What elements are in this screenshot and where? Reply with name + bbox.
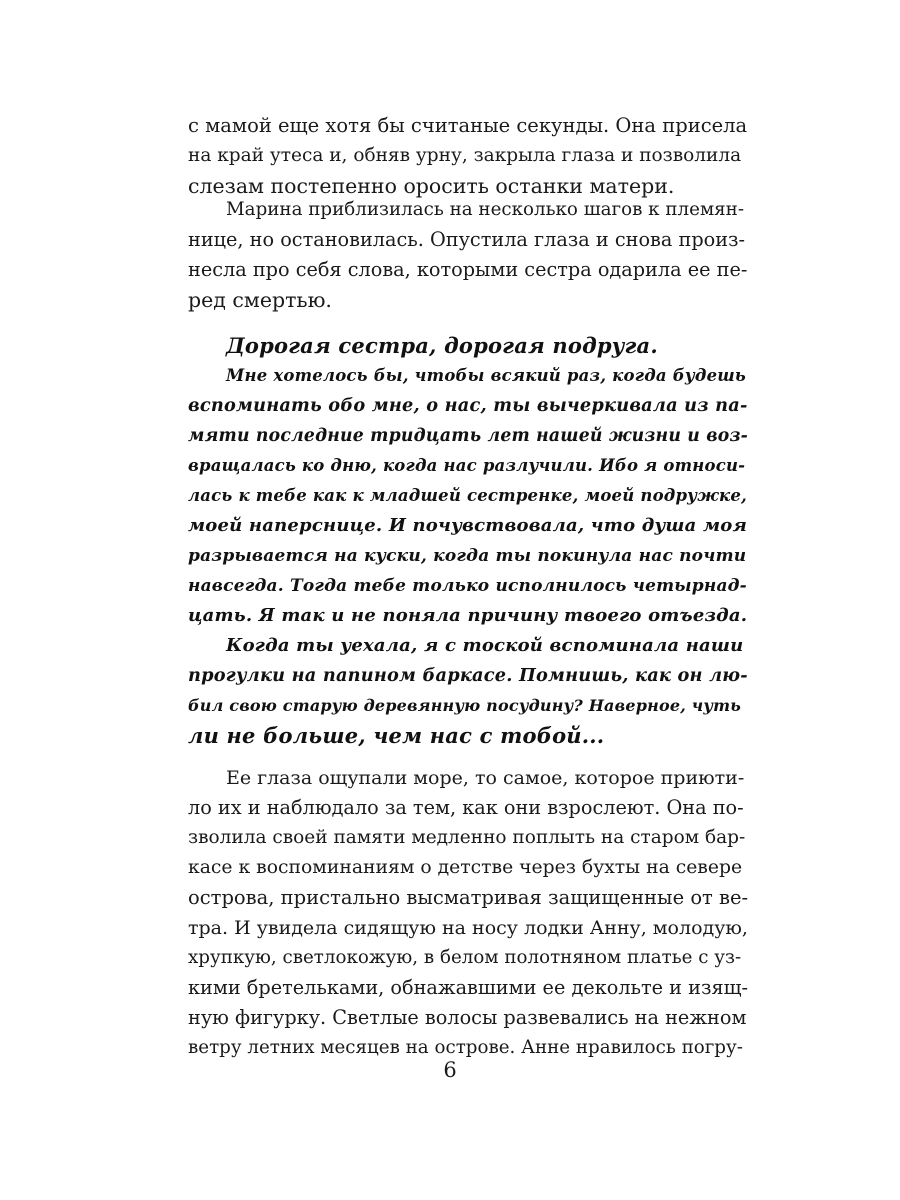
text-line: хрупкую, светлокожую, в белом полотняном платье с уз- — [188, 947, 742, 968]
letter-line: разрывается на куски, когда ты покинула нас почти — [188, 546, 747, 566]
letter-line: ли не больше, чем нас с тобой... — [188, 723, 605, 748]
page-number: 6 — [443, 1058, 457, 1082]
letter-line: прогулки на папином баркасе. Помнишь, как он лю- — [188, 665, 748, 686]
text-line: тра. И увидела сидящую на носу лодки Анну, молодую, — [188, 917, 748, 939]
letter-line: мяти последние тридцать лет нашей жизни и воз- — [188, 426, 749, 446]
text-line: ную фигурку. Светлые волосы развевались на нежном — [188, 1006, 747, 1029]
text-line: слезам постепенно оросить останки матери. — [188, 174, 675, 198]
text-line: с мамой еще хотя бы считаные секунды. Она присела — [188, 114, 748, 137]
text-line: ветру летних месяцев на острове. Анне нравилось погру- — [188, 1037, 743, 1058]
letter-line: Дорогая сестра, дорогая подруга. — [226, 333, 658, 358]
text-line: несла про себя слова, которыми сестра одарила ее пе- — [188, 258, 748, 281]
letter-line: бил свою старую деревянную посудину? Наверное, чуть — [188, 696, 742, 715]
text-line: зволила своей памяти медленно поплыть на старом бар- — [188, 827, 746, 848]
letter-line: Когда ты уехала, я с тоской вспоминала наши — [226, 635, 744, 656]
letter-line: навсегда. Тогда тебе только исполнилось четырнад- — [188, 576, 747, 596]
text-line: острова, пристально высматривая защищенные от ве- — [188, 886, 749, 909]
letter-line: вращалась ко дню, когда нас разлучили. Ибо я относи- — [188, 456, 746, 475]
text-line: нице, но остановилась. Опустила глаза и снова произ- — [188, 228, 746, 251]
letter-line: моей наперснице. И почувствовала, что душа моя — [188, 515, 748, 536]
text-line: ред смертью. — [188, 288, 332, 312]
letter-line: лась к тебе как к младшей сестренке, моей подружке, — [188, 486, 748, 505]
text-line: кими бретельками, обнажавшими ее декольте и изящ- — [188, 976, 749, 999]
text-line: Ее глаза ощупали море, то самое, которое приюти- — [226, 767, 745, 789]
text-line: касе к воспоминаниям о детстве через бухты на севере — [188, 857, 743, 878]
text-line: на край утеса и, обняв урну, закрыла глаза и позволила — [188, 145, 742, 166]
letter-line: Мне хотелось бы, чтобы всякий раз, когда будешь — [226, 366, 747, 385]
text-line: Марина приблизилась на несколько шагов к племян- — [226, 199, 744, 220]
letter-line: вспоминать обо мне, о нас, ты вычеркивала из па- — [188, 395, 748, 416]
text-line: ло их и наблюдало за тем, как они взрослеют. Она по- — [188, 796, 744, 819]
letter-line: цать. Я так и не поняла причину твоего отъезда. — [188, 605, 748, 626]
